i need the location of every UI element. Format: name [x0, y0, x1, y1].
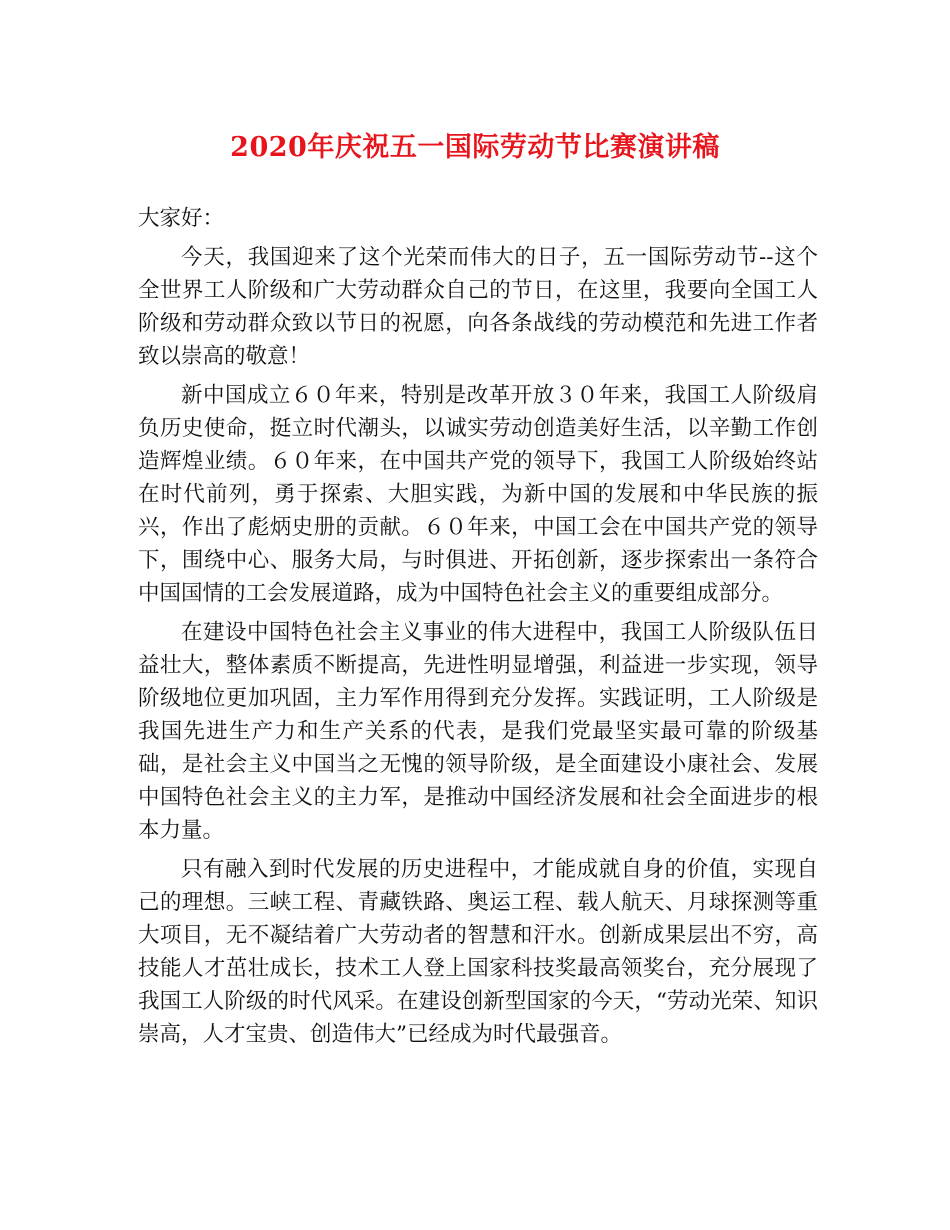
- paragraph-2: 新中国成立６０年来，特别是改革开放３０年来，我国工人阶级肩负历史使命，挺立时代潮头，以诚实劳动创造美好生活，以辛勤工作创造辉煌业绩。６０年来，在中国共产党的领导下，我国工人阶级始终站在时代前列，勇于探索、大胆实践，为新中国的发展和中华民族的振兴，作出了彪炳史册的贡献。６０年来，中国工会在中国共产党的领导下，围绕中心、服务大局，与时俱进、开拓创新，逐步探索出一条符合中国国情的工会发展道路，成为中国特色社会主义的重要组成部分。: [138, 383, 818, 606]
- document-title: 2020年庆祝五一国际劳动节比赛演讲稿: [230, 132, 720, 163]
- document-body: [138, 202, 818, 1057]
- paragraph-4: 只有融入到时代发展的历史进程中，才能成就自身的价值，实现自己的理想。三峡工程、青藏铁路、奥运工程、载人航天、月球探测等重大项目，无不凝结着广大劳动者的智慧和汗水。创新成果层出不穷，高技能人才茁壮成长，技术工人登上国家科技奖最高领奖台，充分展现了我国工人阶级的时代风采。在建设创新型国家的今天，“劳动光荣、知识崇高，人才宝贵、创造伟大”已经成为时代最强音。: [138, 857, 818, 1047]
- paragraph-3: 在建设中国特色社会主义事业的伟大进程中，我国工人阶级队伍日益壮大，整体素质不断提高，先进性明显增强，利益进一步实现，领导阶级地位更加巩固，主力军作用得到充分发挥。实践证明，工人阶级是我国先进生产力和生产关系的代表，是我们党最坚实最可靠的阶级基础，是社会主义中国当之无愧的领导阶级，是全面建设小康社会、发展中国特色社会主义的主力军，是推动中国经济发展和社会全面进步的根本力量。: [138, 620, 818, 843]
- greeting: 大家好：: [138, 206, 225, 231]
- paragraph-1: 今天，我国迎来了这个光荣而伟大的日子，五一国际劳动节--这个全世界工人阶级和广大劳动群众自己的节日，在这里，我要向全国工人阶级和劳动群众致以节日的祝愿，向各条战线的劳动模范和先进工作者致以崇高的敬意！: [138, 245, 818, 369]
